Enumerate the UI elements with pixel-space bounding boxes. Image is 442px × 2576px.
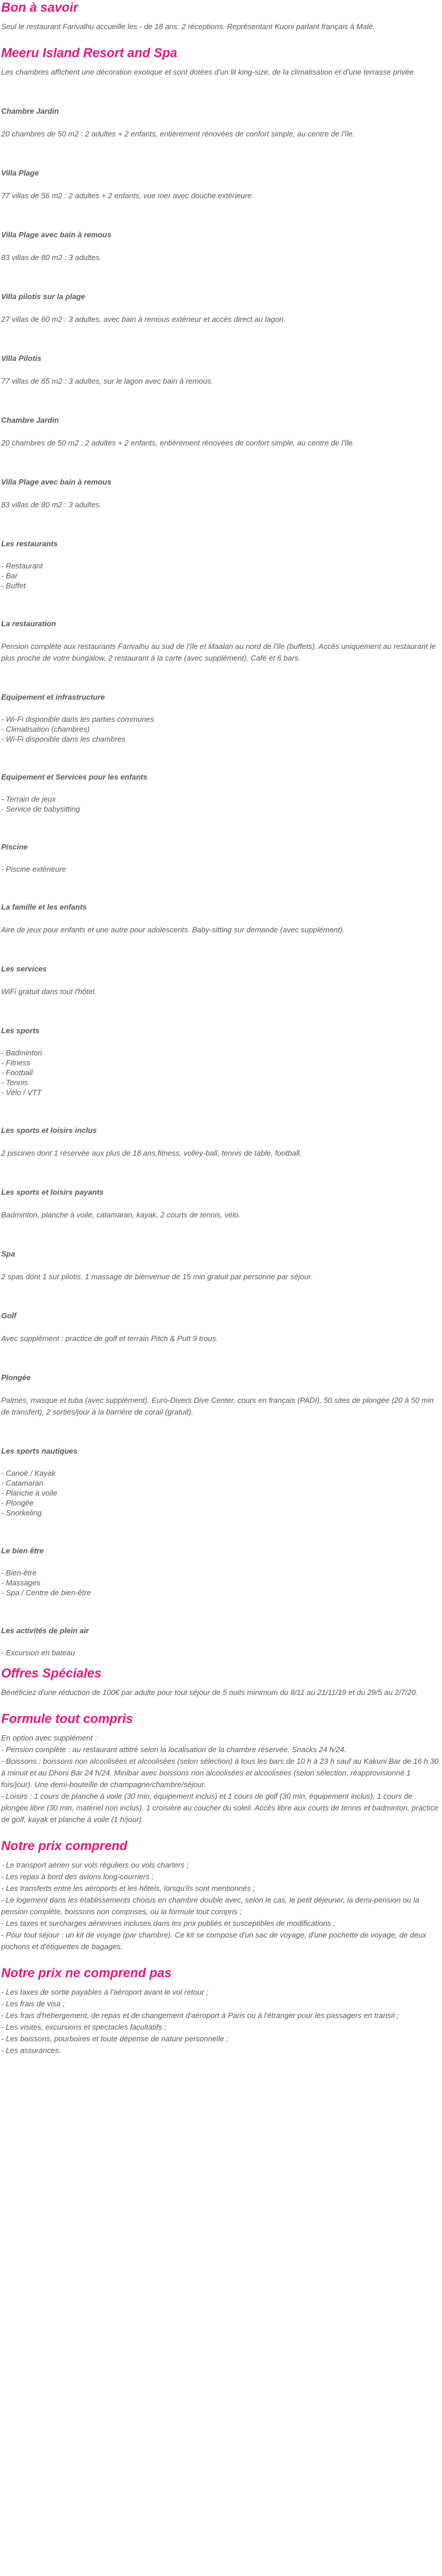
section-heading: Equipement et infrastructure — [1, 693, 105, 701]
section-list — [1, 794, 441, 814]
prix-comprend-list — [1, 1859, 441, 1953]
section-heading: La restauration — [1, 619, 56, 628]
section-heading: Les services — [1, 964, 47, 973]
section-heading: Plongée — [1, 1373, 31, 1382]
room-name: Chambre Jardin — [1, 416, 59, 424]
list-item: - Massages — [1, 1578, 41, 1587]
section-text: Pension complète aux restaurants Farivalhu au sud de l'île et Maalan au nord de l'île (buffets). Accès uniquement au restaurant le plus proche de votre bungalow, 2 restaurant à la carte (avec supplément). Café et 6 bars. — [1, 642, 436, 662]
info-block — [1, 692, 441, 744]
list-item: - Le logement dans les établissements choisis en chambre double avec, selon le cas, le petit déjeuner, la demi-pension ou la pension complète, boissons non comprises, ou la formule tout compris ; — [1, 1896, 419, 1916]
list-item: - Climatisation (chambres) — [1, 725, 90, 734]
section-heading: Le bien être — [1, 1546, 44, 1555]
section-heading: Spa — [1, 1250, 15, 1258]
section-heading: Les activités de plein air — [1, 1626, 89, 1635]
section-heading: Les sports et loisirs payants — [1, 1188, 104, 1196]
list-item: - Fitness — [1, 1058, 30, 1067]
room-description: 20 chambres de 50 m2 : 2 adultes + 2 enfants, entièrement rénovées de confort simple, au centre de l'île. — [1, 129, 355, 138]
room-name: Villa Plage — [1, 169, 39, 177]
info-block — [1, 539, 441, 591]
section-list — [1, 714, 441, 744]
list-item: - Catamaran — [1, 1479, 44, 1487]
prix-ne-comprend-pas-list — [1, 1987, 441, 2056]
list-item: - Football — [1, 1068, 33, 1077]
prix-ne-comprend-pas-title: Notre prix ne comprend pas — [1, 1966, 172, 1980]
room-description: 83 villas de 80 m2 : 3 adultes. — [1, 253, 101, 262]
list-item: - Les frais d'hébergement, de repas et de changement d'aéroport à Paris ou à l'étranger pour les passagers en transit ; — [1, 2011, 399, 2020]
list-item: - Pour tout séjour : un kit de voyage (par chambre). Ce kit se compose d'un sac de voyage, d'une pochette de voyage, de deux pochons et d'étiquettes de bagages. — [1, 1931, 427, 1951]
list-item: - Wi-Fi disponible dans les chambres — [1, 735, 126, 743]
list-item: - Les repas à bord des avions long-courriers ; — [1, 1872, 154, 1881]
section-heading: Les sports — [1, 1026, 40, 1035]
list-item: - Piscine extérieure — [1, 865, 66, 873]
prix-ne-comprend-pas-section — [1, 1966, 441, 2056]
list-item: - Planche à voile — [1, 1489, 58, 1497]
list-item: - Bien-être — [1, 1568, 37, 1577]
section-list — [1, 864, 441, 874]
list-item: - Vélo / VTT — [1, 1088, 42, 1097]
info-block — [1, 842, 441, 874]
section-heading: Les sports nautiques — [1, 1447, 78, 1455]
section-heading: Equipement et Services pour les enfants — [1, 773, 148, 781]
list-item: - Les taxes et surcharges aériennes incluses dans les prix publiés et susceptibles de modifications ; — [1, 1919, 336, 1928]
section-list — [1, 1048, 441, 1097]
section-text: Aire de jeux pour enfants et une autre pour adolescents. Baby-sitting sur demande (avec supplément). — [1, 925, 345, 934]
list-item: - Bar — [1, 571, 18, 580]
list-item: - Les frais de visa ; — [1, 1999, 65, 2008]
info-block — [1, 1187, 441, 1221]
section-list — [1, 1568, 441, 1598]
room-block — [1, 477, 441, 511]
list-item: - Tennis — [1, 1078, 28, 1087]
list-item: - Les taxes de sortie payables à l'aéroport avant le vol retour ; — [1, 1988, 209, 1996]
room-description: 77 villas de 85 m2 : 3 adultes, sur le lagon avec bain à remous. — [1, 377, 213, 385]
list-item: - Plongée — [1, 1498, 34, 1507]
hotel-section — [1, 45, 441, 1658]
formule-title: Formule tout compris — [1, 1711, 134, 1726]
list-item: - Spa / Centre de bien-être — [1, 1588, 91, 1597]
section-heading: Golf — [1, 1311, 16, 1320]
info-block — [1, 1249, 441, 1283]
formule-lines — [1, 1732, 441, 1826]
prix-comprend-title: Notre prix comprend — [1, 1838, 128, 1853]
formule-line: - Pension complète : au restaurant attitré selon la localisation de la chambre réservée. Snacks 24 h/24. — [1, 1745, 346, 1754]
list-item: - Les assurances. — [1, 2046, 61, 2055]
hotel-blocks — [1, 78, 441, 1658]
room-block — [1, 168, 441, 202]
formule-line: - Boissons : boissons non alcoolisées et alcoolisées (selon sélection) à tous les bars de 10 h à 23 h sauf au Kakuni Bar de 16 h 30 à minuit et au Dhoni Bar 24 h/24. Minibar avec boissons non alcoolisées et alcoolisées (selon sélection, réapprovisionné 1 fois/jour). Une demi-bouteille de champagne/chambre/séjour. — [1, 1757, 439, 1789]
bon-a-savoir-title: Bon à savoir — [1, 0, 79, 15]
info-block — [1, 1026, 441, 1097]
room-name: Villa pilotis sur la plage — [1, 292, 86, 301]
room-block — [1, 230, 441, 264]
info-block — [1, 1446, 441, 1518]
list-item: - Wi-Fi disponible dans les parties communes — [1, 715, 155, 724]
room-block — [1, 106, 441, 140]
info-block — [1, 1311, 441, 1345]
list-item: - Canoë / Kayak — [1, 1469, 56, 1477]
section-text: 2 spas dont 1 sur pilotis. 1 massage de bienvenue de 15 min gratuit par personne par séjour. — [1, 1272, 313, 1281]
list-item: - Service de babysitting — [1, 805, 80, 813]
list-item: - Restaurant — [1, 561, 43, 570]
section-text: WiFi gratuit dans tout l'hôtel. — [1, 987, 97, 996]
hotel-title: Meeru Island Resort and Spa — [1, 45, 177, 60]
list-item: - Terrain de jeux — [1, 795, 56, 803]
section-text: Badminton, planche à voile, catamaran, kayak, 2 courts de tennis, vélo. — [1, 1210, 241, 1219]
hotel-intro: Les chambres affichent une décoration exotique et sont dotées d'un lit king-size, de la climatisation et d'une terrasse privée. — [1, 68, 416, 76]
list-item: - Les transferts entre les aéroports et les hôtels, lorsqu'ils sont mentionnés ; — [1, 1884, 255, 1893]
formule-section — [1, 1711, 441, 1826]
info-block — [1, 619, 441, 664]
section-heading: Piscine — [1, 843, 28, 851]
section-text: Palmes, masque et tuba (avec supplément). Euro-Divers Dive Center, cours en français (PADI), 50 sites de plongée (20 à 50 min de transfert), 2 sorties/jour à la barrière de corail (gratuit). — [1, 1396, 434, 1416]
info-block — [1, 1546, 441, 1598]
info-block — [1, 964, 441, 998]
room-description: 20 chambres de 50 m2 : 2 adultes + 2 enfants, entièrement rénovées de confort simple, au centre de l'île. — [1, 438, 355, 447]
list-item: - Badminton — [1, 1048, 43, 1057]
bon-a-savoir-section — [1, 0, 441, 33]
room-name: Villa Plage avec bain à remous — [1, 230, 111, 239]
bon-a-savoir-text: Seul le restaurant Farivalhu accueille les - de 18 ans. 2 réceptions. Représentant Kuoni parlant français à Malé. — [1, 22, 375, 31]
section-heading: Les restaurants — [1, 539, 58, 548]
info-block — [1, 772, 441, 814]
room-description: 27 villas de 60 m2 : 3 adultes, avec bain à remous extérieur et accès direct au lagon. — [1, 315, 286, 324]
offres-title: Offres Spéciales — [1, 1666, 102, 1680]
room-block — [1, 353, 441, 387]
room-name: Chambre Jardin — [1, 107, 59, 115]
info-block — [1, 1373, 441, 1418]
prix-comprend-section — [1, 1838, 441, 1953]
room-block — [1, 292, 441, 325]
list-item: - Snorkeling — [1, 1508, 42, 1517]
section-list — [1, 1648, 441, 1658]
formule-line: - Loisirs : 1 cours de planche à voile (30 min, équipement inclus) et 1 cours de golf (30 min, équipement inclus), 1 cours de plongée libre (30 min, matériel non inclus). 1 croisière au coucher du soleil. Accès libre aux courts de tennis et badminton, practice de golf, kayak et planche à voile (1 h/jour). — [1, 1792, 439, 1824]
offres-text: Bénéficiez d'une réduction de 100€ par adulte pour tout séjour de 5 nuits minimum du 8/11 au 21/11/19 et du 29/5 au 2/7/20. — [1, 1688, 418, 1697]
section-text: Avec supplément : practice de golf et terrain Pitch & Putt 9 trous. — [1, 1334, 218, 1343]
list-item: - Le transport aérien sur vols réguliers ou vols charters ; — [1, 1861, 189, 1869]
info-block — [1, 1125, 441, 1159]
info-block — [1, 902, 441, 936]
list-item: - Les visites, excursions et spectacles facultatifs ; — [1, 2023, 167, 2031]
info-block — [1, 1626, 441, 1658]
offres-section — [1, 1666, 441, 1698]
list-item: - Excursion en bateau — [1, 1648, 75, 1657]
section-list — [1, 561, 441, 591]
section-heading: Les sports et loisirs inclus — [1, 1126, 97, 1135]
formule-line: En option avec supplément : — [1, 1733, 97, 1742]
section-list — [1, 1468, 441, 1518]
section-heading: La famille et les enfants — [1, 903, 87, 911]
section-text: 2 piscines dont 1 réservée aux plus de 18 ans,fitness, volley-ball, tennis de table, football. — [1, 1149, 302, 1157]
list-item: - Les boissons, pourboires et toute dépense de nature personnelle ; — [1, 2034, 229, 2043]
room-block — [1, 415, 441, 449]
room-name: Villa Plage avec bain à remous — [1, 478, 111, 486]
room-name: Villa Pilotis — [1, 354, 41, 363]
list-item: - Buffet — [1, 581, 26, 590]
room-description: 83 villas de 80 m2 : 3 adultes. — [1, 500, 101, 509]
room-description: 77 villas de 56 m2 : 2 adultes + 2 enfants, vue mer avec douche extérieure. — [1, 191, 254, 200]
